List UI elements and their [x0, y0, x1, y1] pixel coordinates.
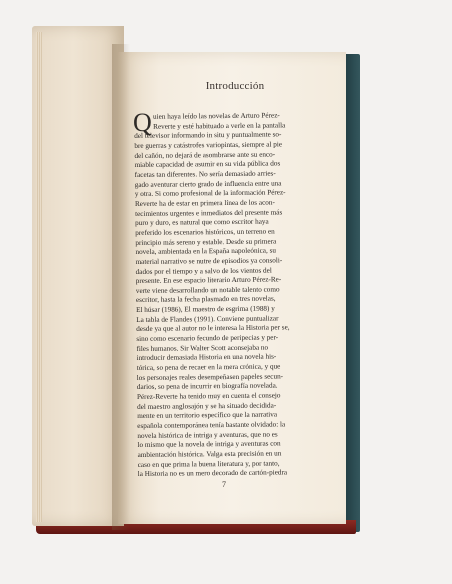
page-stack: [36, 32, 42, 522]
text-line: novela, ambientada en la España napoleónica, su: [135, 246, 277, 257]
text-line: darios, so pena de incurrir en biografía novelada.: [136, 381, 278, 392]
text-line: lo mismo que la novela de intriga y aventuras con: [137, 439, 281, 450]
text-line: española contemporánea tenía bastante olvidado: la: [137, 420, 286, 430]
page-gutter-shadow: [112, 44, 130, 530]
text-line: del cañón, no dejará de asombrarse ante su enco-: [134, 150, 276, 160]
drop-cap: Q: [133, 108, 152, 137]
body-text: [133, 108, 324, 480]
text-line: gado aventurar cierto grado de influencia entre una: [134, 179, 282, 189]
text-line: miable capacidad de asumir en su vida pública dos: [134, 159, 281, 170]
text-line: ambientación histórica. Valga esta precisión en un: [137, 449, 282, 459]
text-line: mente en un territorio específico que la narrativa: [137, 410, 278, 421]
text-line: verte viene desarrollando un notable talento como: [135, 285, 280, 295]
text-line: desde ya que al autor no le interesa la Historia per se,: [136, 323, 290, 334]
text-line: caso en que prima la buena literatura y, por tanto,: [137, 459, 280, 469]
text-line: del maestro anglosajón y se ha situado decidida-: [137, 401, 277, 411]
text-line: preferido los escenarios históricos, un terreno en: [135, 227, 275, 237]
text-line: bre guerras y catástrofes variopintas, siempre al pie: [134, 140, 283, 150]
text-line: La tabla de Flandes (1991). Conviene puntualizar: [136, 314, 279, 324]
text-line: Reverte ha de estar en primera línea de los acon-: [134, 198, 275, 208]
text-line: la Historia no es un mero decorado de cartón-piedra: [137, 468, 288, 479]
text-line: escritor, hasta la fecha plasmado en tres novelas,: [135, 294, 276, 305]
page-number: 7: [222, 480, 226, 489]
text-line: presente. En ese espacio literario Arturo Pérez-Re-: [135, 275, 282, 286]
text-line: material narrativo se nutre de episodios ya consoli-: [135, 256, 283, 266]
text-line: tecimientos urgentes e inmediatos del presente más: [135, 208, 283, 218]
text-line: sino como escenario fecundo de peripecias y per-: [136, 333, 279, 344]
text-line: Reverte y esté habituado a verle en la pantalla: [153, 121, 286, 131]
text-line: y otra. Si como profesional de la información Pérez-: [134, 188, 286, 199]
text-line: los personajes reales desempeñasen papeles secun-: [136, 372, 284, 382]
page-title: Introducción: [205, 80, 265, 92]
text-line: introducir demasiada Historia en una novela his-: [136, 352, 277, 363]
text-line: dados por el tiempo y a salvo de los vientos del: [135, 266, 272, 276]
text-line: novela histórica de intriga y aventuras, que no es: [137, 430, 278, 440]
text-line: principio más sereno y estable. Desde su primera: [135, 237, 277, 247]
text-line: puro y duro, es natural que como escritor haya: [135, 217, 269, 228]
left-page: [32, 26, 124, 526]
text-line: facetas tan diferentes. No sería demasiado arries-: [134, 169, 276, 179]
text-line: del televisor informando in situ y puntualmente so-: [134, 130, 282, 141]
text-line: Pérez-Reverte ha tenido muy en cuenta el consejo: [136, 391, 281, 402]
text-line: El húsar (1986), El maestro de esgrima (1988) y: [136, 304, 275, 315]
text-line: uien haya leído las novelas de Arturo Pérez-: [152, 111, 280, 121]
text-line: tórica, so pena de recaer en la mera crónica, y que: [136, 362, 281, 373]
text-line: files humanos. Sir Walter Scott aconsejaba no: [136, 343, 269, 353]
